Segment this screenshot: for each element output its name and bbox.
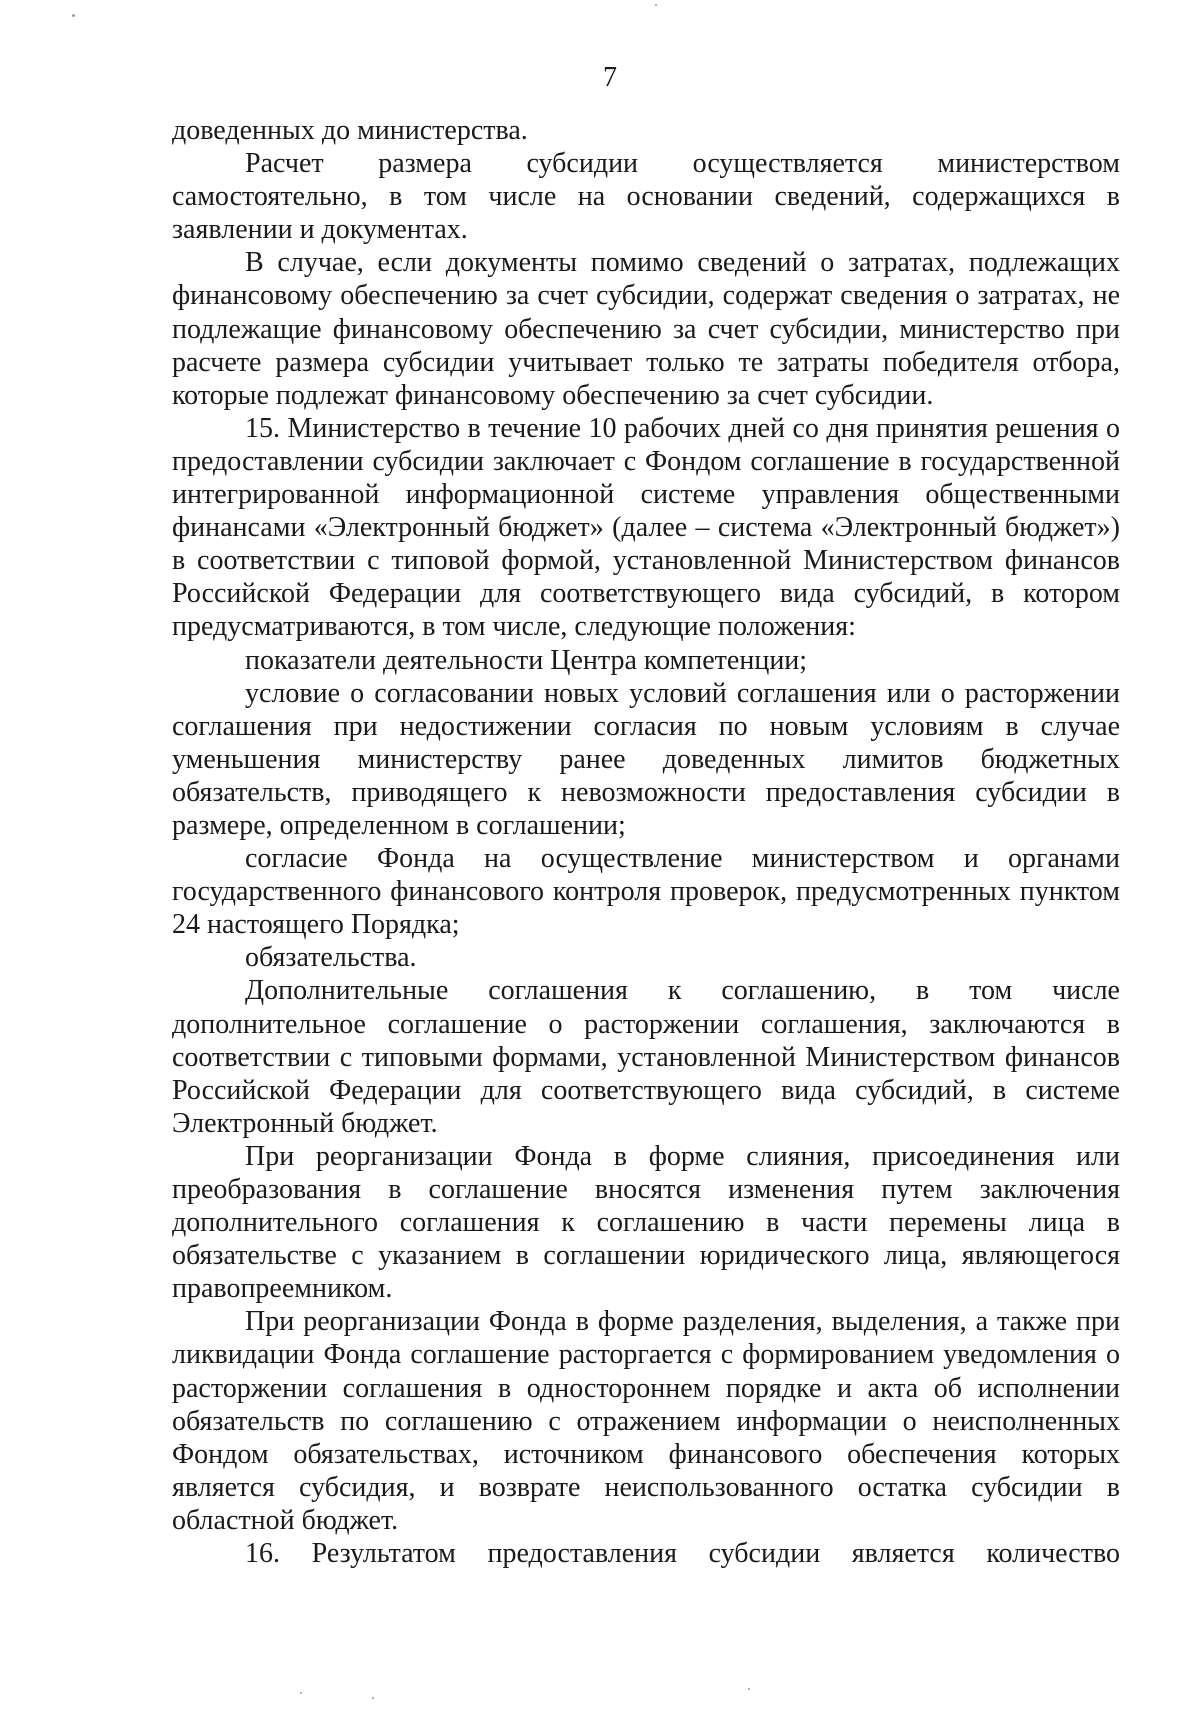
paragraph-cost-documents: В случае, если документы помимо сведений о затратах, подлежащих финансовому обеспечению за счет субсидии, содержат сведения о затратах, не подлежащие финансовому обеспечению за счет субсидии, министерство при расчете размера субсидии учитывает только те затраты победителя отбора, которые подлежат финансовому обеспечению за счет субсидии.: [172, 247, 1120, 411]
paragraph-continuation: доведенных до министерства.: [172, 115, 528, 146]
scan-speck: [300, 1692, 302, 1694]
paragraph-provision-obligations: обязательства.: [245, 942, 417, 974]
scan-speck: [655, 4, 657, 6]
paragraph-provision-new-conditions: условие о согласовании новых условий соглашения или о расторжении соглашения при недостижении согласия по новым условиям в случае уменьшения министерству ранее доведенных лимитов бюджетных обязательств, приводящего к невозможности предоставления субсидии в размере, определенном в соглашении;: [172, 677, 1120, 841]
paragraph-subsidy-calculation: Расчет размера субсидии осуществляется министерством самостоятельно, в том числе на основании сведений, содержащихся в заявлении и документах.: [172, 148, 1120, 246]
paragraph-reorganization-division: При реорганизации Фонда в форме разделения, выделения, а также при ликвидации Фонда соглашение расторгается с формированием уведомления о расторжении соглашения в одностороннем порядке и акта об исполнении обязательств по соглашению с отражением информации о неисполненных Фондом обязательствах, источником финансового обеспечения которых является субсидия, и возврате неиспользованного остатка субсидии в областной бюджет.: [172, 1306, 1120, 1536]
paragraph-provision-indicators: показатели деятельности Центра компетенции;: [245, 644, 808, 676]
scan-speck: [372, 1697, 374, 1699]
page-number: 7: [603, 62, 617, 93]
paragraph-reorganization-merger: При реорганизации Фонда в форме слияния, присоединения или преобразования в соглашение вносятся изменения путем заключения дополнительного соглашения к соглашению в части перемены лица в обязательстве с указанием в соглашении юридического лица, являющегося правопреемником.: [172, 1140, 1120, 1305]
paragraph-additional-agreements: Дополнительные соглашения к соглашению, в том числе дополнительное соглашение о расторжении соглашения, заключаются в соответствии с типовыми формами, установленной Министерством финансов Российской Федерации для соответствующего вида субсидий, в системе Электронный бюджет.: [172, 975, 1120, 1139]
paragraph-item-16: 16. Результатом предоставления субсидии является количество: [245, 1538, 1120, 1570]
document-body: [172, 114, 1120, 1570]
scan-speck: [72, 14, 75, 17]
paragraph-item-15: 15. Министерство в течение 10 рабочих дней со дня принятия решения о предоставлении субсидии заключает с Фондом соглашение в государственной интегрированной информационной системе управления общественными финансами «Электронный бюджет» (далее – система «Электронный бюджет») в соответствии с типовой формой, установленной Министерством финансов Российской Федерации для соответствующего вида субсидий, в котором предусматриваются, в том числе, следующие положения:: [172, 412, 1120, 643]
scan-speck: [748, 1688, 750, 1690]
paragraph-provision-consent: согласие Фонда на осуществление министерством и органами государственного финансового контроля проверок, предусмотренных пунктом 24 настоящего Порядка;: [172, 843, 1120, 941]
